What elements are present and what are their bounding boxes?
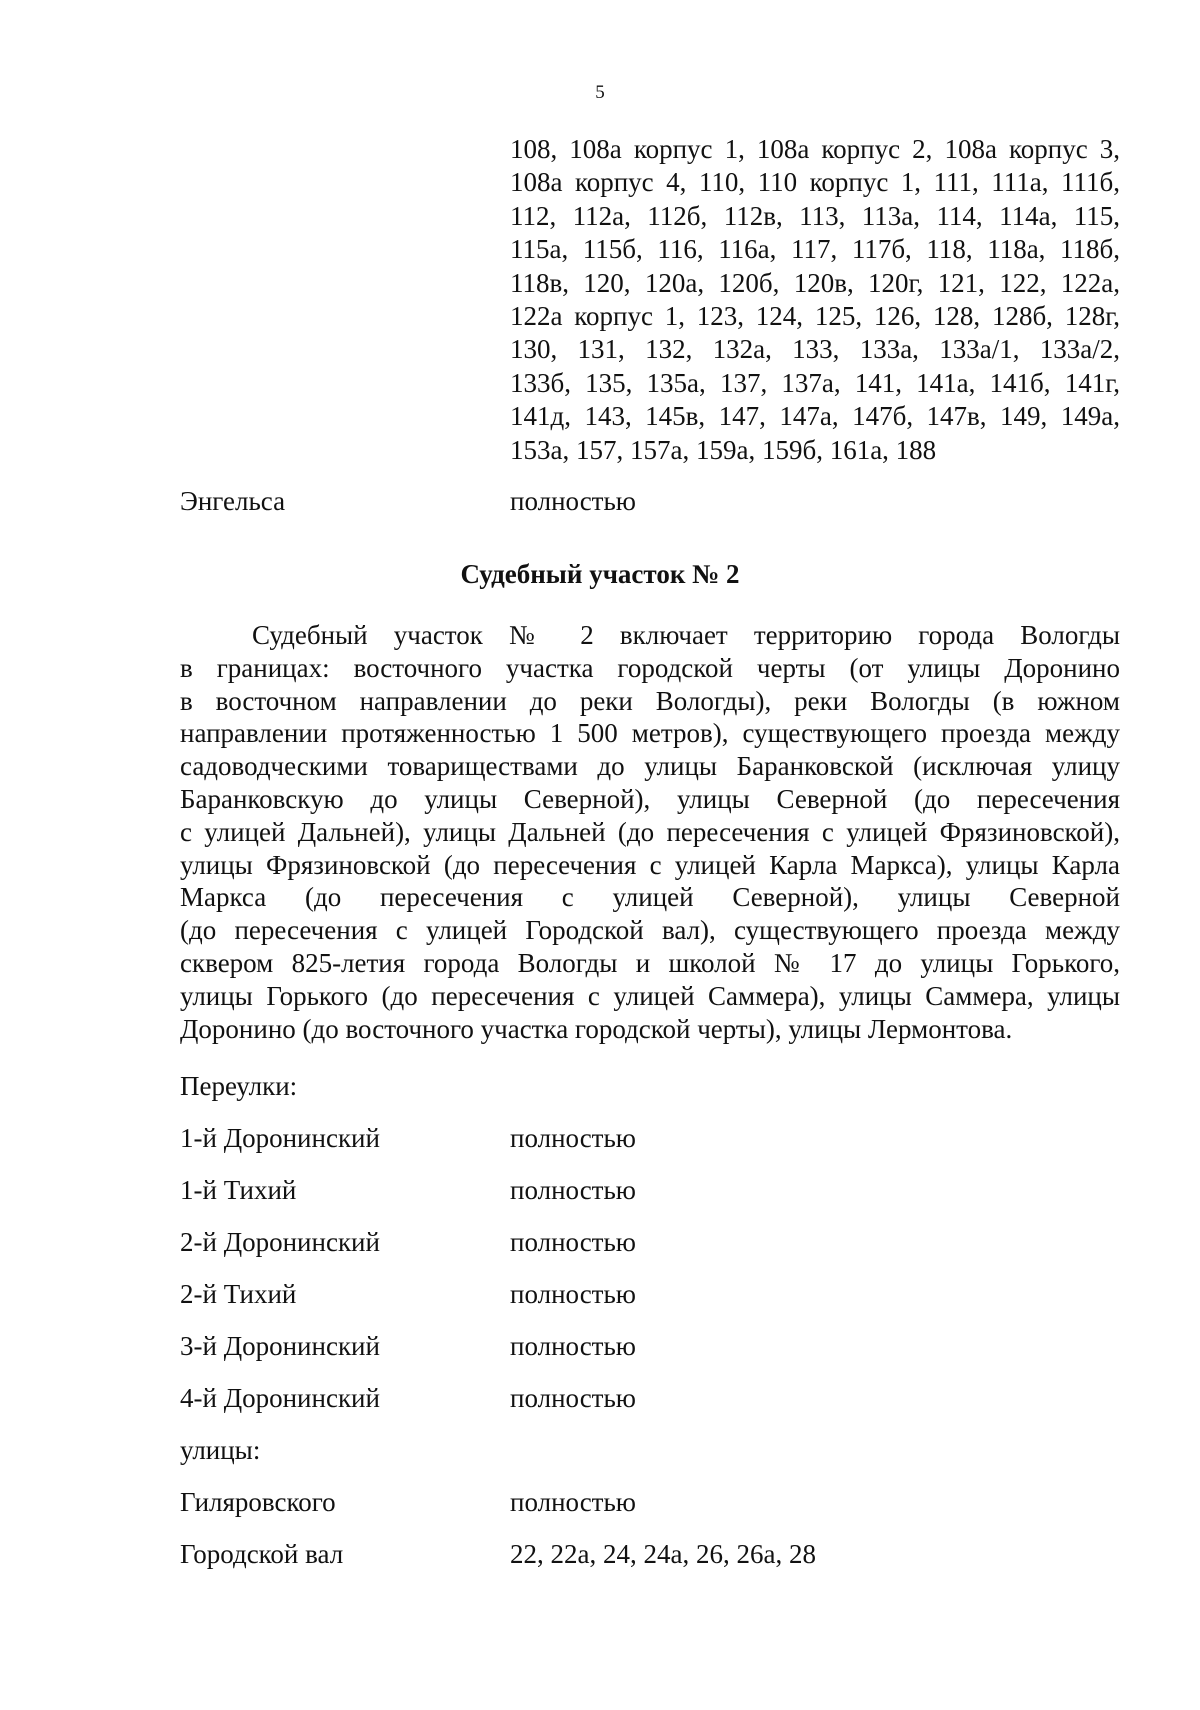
house-number-list [510, 133, 1120, 467]
paragraph-line: садоводческими товариществами до улицы Баранковской (исключая улицу [180, 751, 1120, 782]
paragraph-line: Доронино (до восточного участка городской черты), улицы Лермонтова. [180, 1013, 1013, 1044]
lane-name: 2-й Тихий [180, 1279, 297, 1309]
lanes-label: Переулки: [180, 1071, 298, 1101]
lane-coverage: полностью [510, 1383, 636, 1413]
house-number-line: 133б, 135, 135а, 137, 137а, 141, 141а, 141б, 141г, [510, 367, 1120, 398]
lane-name: 2-й Доронинский [180, 1227, 380, 1257]
streets-label: улицы: [180, 1435, 261, 1465]
paragraph-line: в восточном направлении до реки Вологды), реки Вологды (в южном [180, 685, 1120, 716]
section-heading: Судебный участок № 2 [460, 559, 740, 589]
lane-name: 4-й Доронинский [180, 1383, 380, 1413]
house-number-line: 130, 131, 132, 132а, 133, 133а, 133а/1, 133а/2, [510, 334, 1120, 365]
street-coverage: 22, 22а, 24, 24а, 26, 26а, 28 [510, 1539, 816, 1569]
house-number-line: 115а, 115б, 116, 116а, 117, 117б, 118, 118а, 118б, [510, 234, 1120, 265]
lane-coverage: полностью [510, 1175, 636, 1205]
house-number-line: 112, 112а, 112б, 112в, 113, 113а, 114, 114а, 115, [510, 200, 1120, 231]
paragraph-line: сквером 825-летия города Вологды и школой № 17 до улицы Горького, [180, 947, 1120, 978]
lane-coverage: полностью [510, 1279, 636, 1309]
paragraph-line: Баранковскую до улицы Северной), улицы Северной (до пересечения [180, 783, 1120, 814]
paragraph-line: Судебный участок № 2 включает территорию города Вологды [252, 620, 1120, 650]
lane-coverage: полностью [510, 1331, 636, 1361]
lane-name: 1-й Тихий [180, 1175, 297, 1205]
lane-name: 1-й Доронинский [180, 1123, 380, 1153]
house-number-line: 108а корпус 4, 110, 110 корпус 1, 111, 111а, 111б, [510, 167, 1120, 198]
paragraph-line: с улицей Дальней), улицы Дальней (до пересечения с улицей Фрязиновской), [180, 816, 1120, 847]
house-number-line: 141д, 143, 145в, 147, 147а, 147б, 147в, 149, 149а, [510, 401, 1120, 432]
street-name: Энгельса [180, 486, 286, 516]
house-number-line: 122а корпус 1, 123, 124, 125, 126, 128, 128б, 128г, [510, 301, 1120, 332]
house-number-line: 108, 108а корпус 1, 108а корпус 2, 108а корпус 3, [510, 134, 1120, 164]
house-number-line: 153а, 157, 157а, 159а, 159б, 161а, 188 [510, 434, 937, 465]
street-name: Гиляровского [180, 1487, 336, 1517]
street-coverage: полностью [510, 486, 636, 516]
paragraph-line: в границах: восточного участка городской черты (от улицы Доронино [180, 652, 1120, 683]
house-number-line: 118в, 120, 120а, 120б, 120в, 120г, 121, 122, 122а, [510, 267, 1120, 298]
lane-name: 3-й Доронинский [180, 1331, 380, 1361]
paragraph-line: Маркса (до пересечения с улицей Северной), улицы Северной [180, 882, 1120, 913]
street-name: Городской вал [180, 1539, 344, 1569]
paragraph-line: улицы Фрязиновской (до пересечения с улицей Карла Маркса), улицы Карла [180, 849, 1120, 880]
lane-coverage: полностью [510, 1227, 636, 1257]
paragraph-line: (до пересечения с улицей Городской вал), существующего проезда между [180, 915, 1120, 946]
paragraph-line: улицы Горького (до пересечения с улицей Саммера), улицы Саммера, улицы [180, 980, 1120, 1011]
street-coverage: полностью [510, 1487, 636, 1517]
paragraph-line: направлении протяженностью 1 500 метров), существующего проезда между [180, 718, 1120, 749]
lane-coverage: полностью [510, 1123, 636, 1153]
page-number: 5 [595, 82, 605, 103]
boundary-description [180, 619, 1120, 1045]
